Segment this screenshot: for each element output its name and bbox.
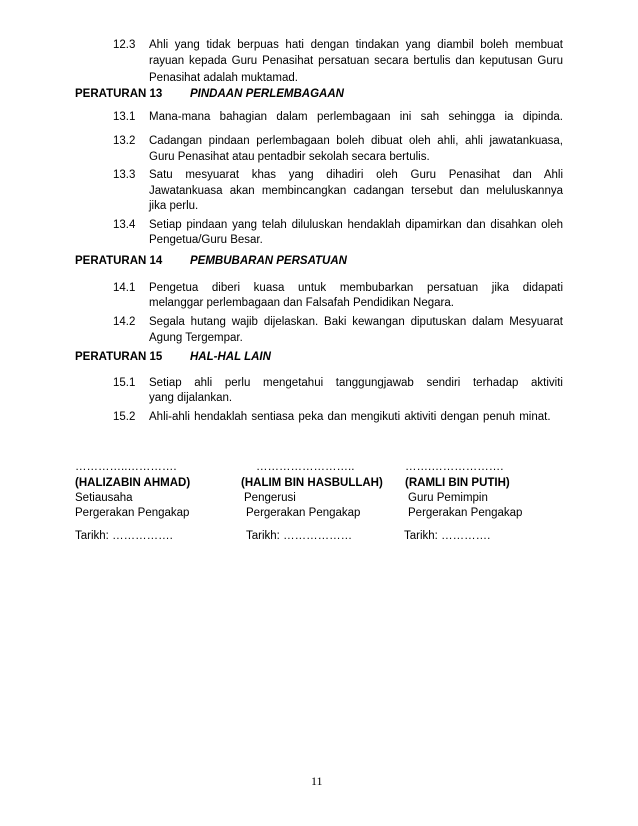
signatory-role: Setiausaha <box>75 492 133 504</box>
clause-line: melanggar perlembagaan dan Falsafah Pendidikan Negara. <box>149 297 454 309</box>
rule-title: PEMBUBARAN PERSATUAN <box>190 255 347 267</box>
clause-line: Penasihat adalah muktamad. <box>149 72 298 84</box>
rule-label: PERATURAN 14 <box>75 255 163 267</box>
signatory-organization: Pergerakan Pengakap <box>246 507 361 519</box>
clause-number: 15.2 <box>113 411 136 423</box>
clause-line: Guru Penasihat atau pentadbir sekolah secara bertulis. <box>149 151 430 163</box>
signatory-organization: Pergerakan Pengakap <box>75 507 190 519</box>
clause-line: Segala hutang wajib dijelaskan. Baki kewangan diputuskan dalam Mesyuarat <box>149 316 563 328</box>
clause-line: Pengetua/Guru Besar. <box>149 234 263 246</box>
clause-number: 14.1 <box>113 282 136 294</box>
signatory-name: (RAMLI BIN PUTIH) <box>405 477 510 489</box>
clause-number: 13.1 <box>113 111 136 123</box>
signatory-role: Pengerusi <box>244 492 296 504</box>
clause-number: 13.2 <box>113 135 136 147</box>
clause-number: 14.2 <box>113 316 136 328</box>
signatory-role: Guru Pemimpin <box>408 492 488 504</box>
signature-line: …………..…………. <box>75 461 177 473</box>
clause-line: Setiap ahli perlu mengetahui tanggungjawab sendiri terhadap aktiviti <box>149 377 563 389</box>
clause-line: Jawatankuasa akan membincangkan cadangan tersebut dan meluluskannya <box>149 185 563 197</box>
page-number: 11 <box>311 774 323 788</box>
clause-line: Ahli yang tidak berpuas hati dengan tindakan yang diambil boleh membuat <box>149 39 563 51</box>
clause-number: 13.4 <box>113 219 136 231</box>
clause-line: Mana-mana bahagian dalam perlembagaan ini sah sehingga ia dipinda. <box>149 111 563 123</box>
clause-line: Satu mesyuarat khas yang dihadiri oleh Guru Penasihat dan Ahli <box>149 169 563 181</box>
rule-label: PERATURAN 13 <box>75 88 163 100</box>
signatory-date: Tarikh: …………. <box>404 530 491 542</box>
clause-line: Ahli-ahli hendaklah sentiasa peka dan mengikuti aktiviti dengan penuh minat. <box>149 411 551 423</box>
clause-line: Agung Tergempar. <box>149 332 243 344</box>
clause-line: Pengetua diberi kuasa untuk membubarkan persatuan jika didapati <box>149 282 563 294</box>
signature-line: …………………….. <box>256 461 355 473</box>
clause-line: Setiap pindaan yang telah diluluskan hendaklah dipamirkan dan disahkan oleh <box>149 219 563 231</box>
signatory-organization: Pergerakan Pengakap <box>408 507 523 519</box>
signatory-name: (HALIZABIN AHMAD) <box>75 477 191 489</box>
signature-line: …….………………. <box>405 461 504 473</box>
clause-line: rayuan kepada Guru Penasihat persatuan secara bertulis dan keputusan Guru <box>149 55 563 67</box>
signatory-date: Tarikh: ……………. <box>75 530 173 542</box>
clause-line: Cadangan pindaan perlembagaan boleh dibuat oleh ahli, ahli jawatankuasa, <box>149 135 563 147</box>
signatory-date: Tarikh: ……………… <box>246 530 353 542</box>
clause-line: yang dijalankan. <box>149 392 233 404</box>
clause-number: 12.3 <box>113 39 136 51</box>
rule-title: HAL-HAL LAIN <box>190 351 271 363</box>
clause-line: jika perlu. <box>149 200 199 212</box>
rule-title: PINDAAN PERLEMBAGAAN <box>190 88 344 100</box>
rule-label: PERATURAN 15 <box>75 351 163 363</box>
clause-number: 15.1 <box>113 377 136 389</box>
signatory-name: (HALIM BIN HASBULLAH) <box>241 477 383 489</box>
clause-number: 13.3 <box>113 169 136 181</box>
